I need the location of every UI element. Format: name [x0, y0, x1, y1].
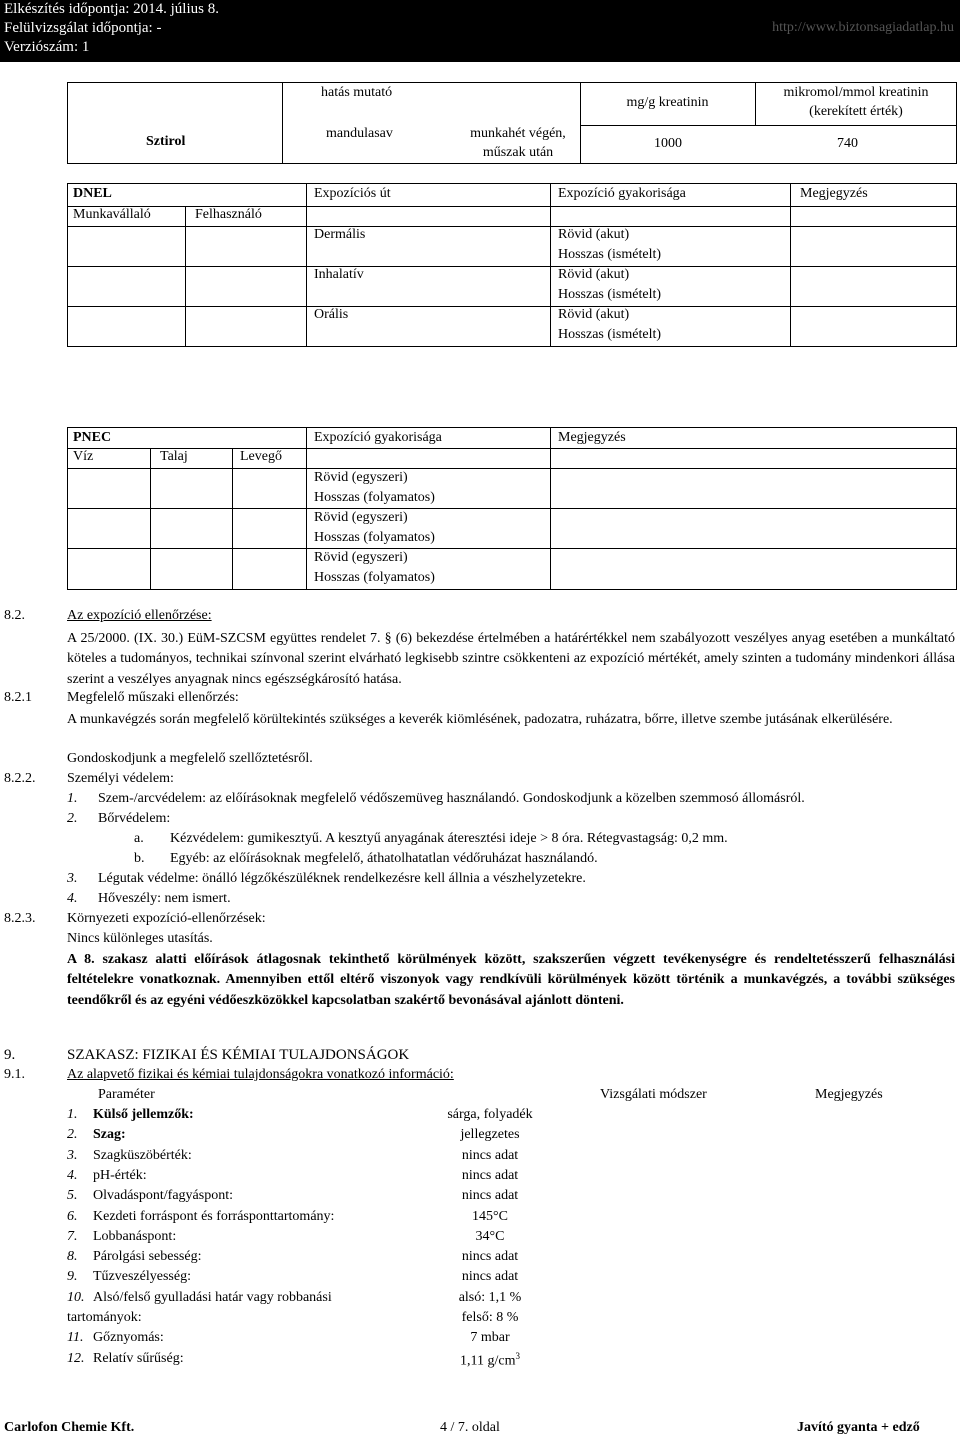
property-number: 6.	[67, 1208, 78, 1224]
item-number: 3.	[67, 871, 78, 886]
eye-protection-text: Szem-/arcvédelem: az előírásoknak megfelelő védőszemüveg használandó. Gondoskodjunk a közelben szemmosó állomásról.	[98, 791, 805, 806]
property-label: Tűzveszélyesség:	[93, 1269, 191, 1285]
property-value	[410, 1148, 570, 1164]
property-value-text: alsó: 1,1 %	[458, 1289, 522, 1305]
pnec-remark-header: Megjegyzés	[558, 430, 626, 445]
unit-superscript: 3	[515, 1350, 520, 1361]
mandelic-acid-label: mandulasav	[326, 126, 393, 141]
property-label: pH-érték:	[93, 1167, 147, 1183]
property-value-text: felső: 8 %	[461, 1310, 519, 1325]
pnec-long-term: Hosszas (folyamatos)	[314, 530, 435, 545]
pnec-long-term: Hosszas (folyamatos)	[314, 570, 435, 585]
property-value	[410, 1229, 570, 1245]
section-number: 8.2.	[4, 608, 25, 623]
effect-indicator-label: hatás mutató	[321, 85, 393, 100]
thermal-hazard-text: Hőveszély: nem ismert.	[98, 891, 231, 906]
other-protection-text: Egyéb: az előírásoknak megfelelő, áthatolhatatlan védőruházat használandó.	[170, 851, 598, 866]
property-number: 10.	[67, 1289, 85, 1305]
property-number: 2.	[67, 1127, 78, 1143]
value-mikromol: 740	[837, 136, 858, 151]
property-value	[410, 1127, 570, 1143]
end-of-week-label: munkahét végén,	[470, 126, 566, 141]
dnel-route-dermal: Dermális	[314, 227, 366, 242]
dnel-long-term: Hosszas (ismételt)	[558, 287, 662, 302]
section-number: 9.	[4, 1047, 16, 1063]
property-value	[410, 1269, 570, 1285]
pnec-exposure-frequency-header: Expozíció gyakorisága	[314, 430, 442, 445]
dnel-title: DNEL	[73, 186, 112, 201]
footer-company: Carlofon Chemie Kft.	[4, 1420, 135, 1435]
dnel-long-term: Hosszas (ismételt)	[558, 247, 662, 262]
property-value-text: nincs adat	[461, 1147, 519, 1163]
dnel-remark-header: Megjegyzés	[800, 186, 868, 201]
method-header: Vizsgálati módszer	[600, 1087, 707, 1102]
property-label: Kezdeti forráspont és forrásponttartomány:	[93, 1208, 335, 1224]
property-label: tartományok:	[67, 1310, 142, 1325]
section-number: 8.2.2.	[4, 771, 36, 786]
dnel-route-inhalation: Inhalatív	[314, 267, 364, 282]
property-value-text: 34°C	[475, 1228, 505, 1244]
section-9-title: SZAKASZ: FIZIKAI ÉS KÉMIAI TULAJDONSÁGOK	[67, 1047, 410, 1063]
dnel-short-term: Rövid (akut)	[558, 307, 630, 322]
item-number: 2.	[67, 811, 78, 826]
dnel-route-oral: Orális	[314, 307, 349, 322]
pnec-title: PNEC	[73, 430, 112, 445]
property-value-text: sárga, folyadék	[447, 1107, 533, 1122]
after-shift-label: műszak után	[482, 145, 554, 160]
property-value-text: nincs adat	[461, 1167, 519, 1183]
property-label: Relatív sűrűség:	[93, 1350, 184, 1366]
footer-product: Javító gyanta + edző	[797, 1420, 920, 1435]
property-label: Lobbanáspont:	[93, 1228, 177, 1244]
mg-creatinine-header: mg/g kreatinin	[626, 95, 709, 110]
property-number: 1.	[67, 1107, 78, 1122]
property-value	[410, 1188, 570, 1204]
dnel-long-term: Hosszas (ismételt)	[558, 327, 662, 342]
pnec-water-label: Víz	[73, 449, 94, 464]
pnec-long-term: Hosszas (folyamatos)	[314, 490, 435, 505]
property-value	[410, 1290, 570, 1306]
property-label: Szag:	[93, 1127, 126, 1143]
section-title: Az expozíció ellenőrzése:	[67, 608, 212, 623]
dnel-exposure-frequency-header: Expozíció gyakorisága	[558, 186, 686, 201]
section-title: Környezeti expozíció-ellenőrzések:	[67, 911, 266, 926]
section-number: 8.2.3.	[4, 911, 36, 926]
footer-page-number: 4 / 7. oldal	[440, 1420, 500, 1435]
property-number: 5.	[67, 1188, 78, 1204]
pnec-short-term: Rövid (egyszeri)	[314, 550, 408, 565]
property-label: Külső jellemzők:	[93, 1107, 194, 1122]
property-value-text: nincs adat	[461, 1188, 519, 1204]
section-8-notice: A 8. szakasz alatti előírások átlagosnak tekinthető körülmények között, szakszerűen végzett tevékenységre és rendeltetésszerű felhasználási feltételekre vonatkoznak. Amennyiben ettől eltérő viszonyok vagy rendkívüli körülmények között történik a munkavégzés, a további szükséges teendőkről és az egyéni védőeszközökkel kapcsolatban szakértő bevonásával ajánlott dönteni.	[67, 952, 955, 1008]
value-mgg: 1000	[654, 136, 682, 151]
property-value	[410, 1168, 570, 1184]
dnel-exposure-route-header: Expozíciós út	[314, 186, 391, 201]
pnec-short-term: Rövid (egyszeri)	[314, 470, 408, 485]
mikromol-header: mikromol/mmol kreatinin	[783, 85, 929, 100]
item-number: 4.	[67, 891, 78, 906]
property-label: Olvadáspont/fagyáspont:	[93, 1188, 233, 1204]
property-value	[410, 1330, 570, 1346]
parameter-header: Paraméter	[98, 1087, 155, 1102]
property-value-text: nincs adat	[461, 1249, 519, 1265]
property-value-text: 1,11 g/cm	[460, 1353, 516, 1369]
pnec-short-term: Rövid (egyszeri)	[314, 510, 408, 525]
property-value	[410, 1209, 570, 1225]
property-label: Alsó/felső gyulladási határ vagy robbanási	[93, 1289, 332, 1305]
property-value	[410, 1351, 570, 1370]
property-number: 7.	[67, 1228, 78, 1244]
property-value-text: 7 mbar	[470, 1330, 510, 1346]
revision-date: Felülvizsgálat időpontja: -	[4, 20, 162, 36]
property-number: 12.	[67, 1350, 85, 1366]
item-letter: b.	[134, 851, 145, 866]
property-value-text: jellegzetes	[460, 1127, 520, 1143]
property-label: Gőznyomás:	[93, 1330, 164, 1346]
section-title: Megfelelő műszaki ellenőrzés:	[67, 690, 239, 705]
property-number: 4.	[67, 1167, 78, 1183]
property-number: 8.	[67, 1249, 78, 1265]
dnel-short-term: Rövid (akut)	[558, 267, 630, 282]
rounded-value-header: (kerekített érték)	[809, 104, 903, 119]
dnel-worker-label: Munkavállaló	[73, 207, 151, 222]
property-label: Párolgási sebesség:	[93, 1249, 202, 1265]
property-value	[410, 1310, 570, 1326]
technical-control-text: A munkavégzés során megfelelő körültekintés szükséges a keverék kiömlésének, padozatra, ruházatra, bőrre, illetve szembe jutásának elkerülésére.	[67, 712, 893, 727]
remark-header: Megjegyzés	[815, 1087, 883, 1102]
skin-protection-text: Bőrvédelem:	[98, 811, 171, 826]
property-label: Szagküszöbérték:	[93, 1147, 192, 1163]
property-number: 3.	[67, 1147, 78, 1163]
property-number: 9.	[67, 1269, 78, 1285]
ventilation-text: Gondoskodjunk a megfelelő szellőztetésről.	[67, 751, 313, 766]
creation-date: Elkészítés időpontja: 2014. július 8.	[4, 1, 219, 17]
property-value-text: nincs adat	[461, 1269, 519, 1285]
property-number: 11.	[67, 1330, 84, 1346]
hand-protection-text: Kézvédelem: gumikesztyű. A kesztyű anyagának áteresztési ideje > 8 óra. Rétegvastagság: 0,2 mm.	[170, 831, 728, 846]
sztirol-name: Sztirol	[146, 134, 186, 149]
section-title: Személyi védelem:	[67, 771, 174, 786]
environmental-text: Nincs különleges utasítás.	[67, 931, 213, 946]
item-number: 1.	[67, 791, 78, 806]
pnec-air-label: Levegő	[240, 449, 282, 464]
property-value	[410, 1249, 570, 1265]
item-letter: a.	[134, 831, 144, 846]
respiratory-protection-text: Légutak védelme: önálló légzőkészüléknek rendelkezésre kell állnia a vészhelyzetekre.	[98, 871, 586, 886]
pnec-soil-label: Talaj	[160, 449, 188, 464]
section-number: 8.2.1	[4, 690, 32, 705]
version-number: Verziószám: 1	[4, 39, 90, 55]
dnel-short-term: Rövid (akut)	[558, 227, 630, 242]
property-value	[410, 1107, 570, 1123]
section-subtitle: Az alapvető fizikai és kémiai tulajdonságokra vonatkozó információ:	[67, 1067, 454, 1082]
property-value-text: 145°C	[472, 1208, 508, 1224]
dnel-user-label: Felhasználó	[195, 207, 262, 222]
website-link[interactable]: http://www.biztonsagiadatlap.hu	[772, 20, 954, 35]
exposure-control-text: A 25/2000. (IX. 30.) EüM-SZCSM együttes rendelet 7. § (6) bekezdése értelmében a határértékkel nem szabályozott veszélyes anyag esetében a munkáltató köteles a tudományos, technikai színvonal szerint elvárható legkisebb szintre csökkenteni az expozíció mértékét, amely szinten a tudomány mindenkori állása szerint a veszélyes anyagnak nincs egészségkárosító hatása.	[67, 631, 955, 687]
section-number: 9.1.	[4, 1067, 25, 1082]
